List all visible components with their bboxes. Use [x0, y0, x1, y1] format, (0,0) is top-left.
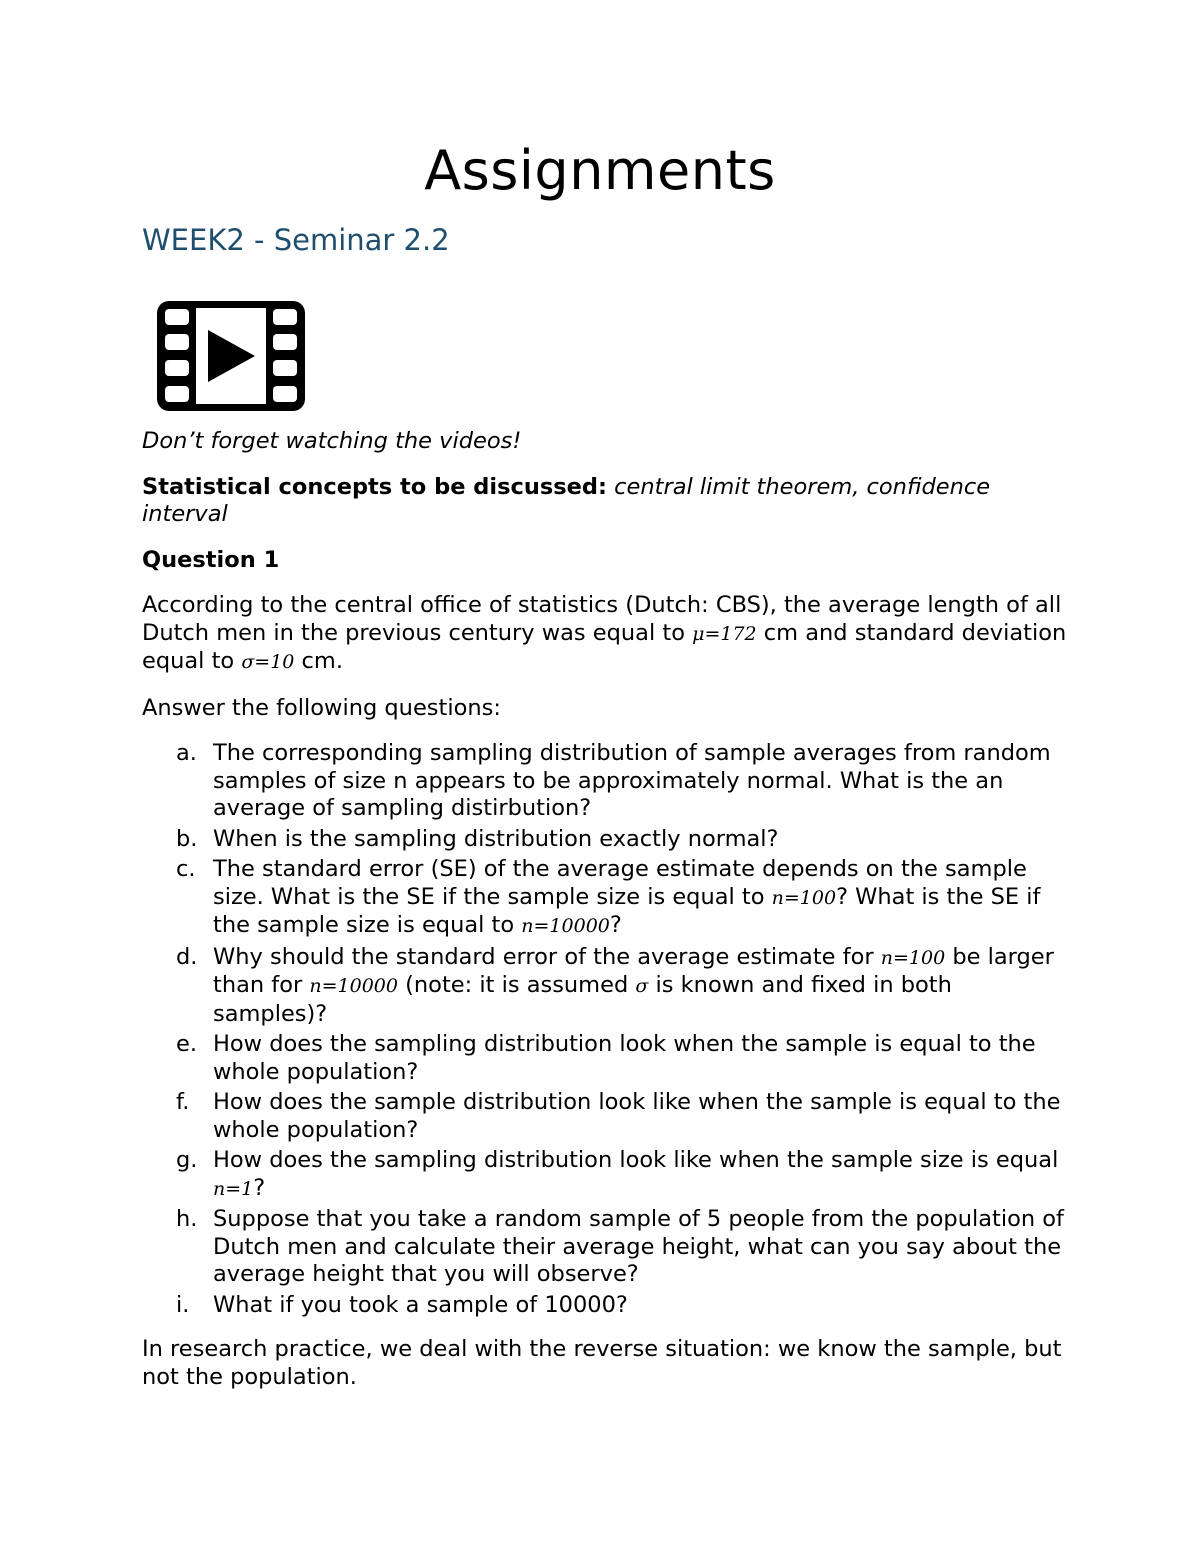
intro-text-3: cm.: [294, 648, 343, 674]
video-reminder: Don’t forget watching the videos!: [142, 428, 522, 454]
answer-prompt: Answer the following questions:: [142, 694, 501, 721]
item-text: Why should the standard error of the average estimate for n=100 be larger than for n=10000 (note: it is assumed σ is known and fixed in both samples)?: [213, 943, 1054, 1027]
section-subtitle: WEEK2 - Seminar 2.2: [142, 223, 450, 257]
list-marker: h.: [176, 1206, 198, 1232]
list-marker: f.: [176, 1089, 190, 1115]
concepts-label: Statistical concepts to be discussed:: [142, 473, 607, 500]
question-intro: [142, 592, 1072, 677]
item-text: When is the sampling distribution exactly normal?: [213, 825, 779, 852]
list-marker: b.: [176, 825, 198, 852]
list-marker: i.: [176, 1291, 190, 1318]
n-formula: n=10000: [309, 975, 398, 997]
closing-paragraph: In research practice, we deal with the reverse situation: we know the sample, but not the population.: [142, 1336, 1062, 1390]
list-marker: d.: [176, 943, 198, 970]
concepts-paragraph: [142, 474, 1072, 529]
list-item-e: [142, 1031, 1072, 1086]
list-item-a: [142, 740, 1072, 823]
list-marker: c.: [176, 856, 196, 882]
intro-text-2: cm and standard deviation equal to: [142, 619, 1067, 674]
list-marker: g.: [176, 1147, 198, 1173]
question-list: [142, 740, 1072, 1319]
n-formula: n=1: [213, 1177, 254, 1200]
page-title: Assignments: [424, 139, 776, 202]
list-marker: a.: [176, 740, 197, 766]
list-item-f: [142, 1089, 1072, 1144]
sigma-symbol: σ: [635, 975, 649, 997]
item-text: The corresponding sampling distribution of sample averages from random samples of size n appears to be approximately normal. What is the an average of sampling distirbution?: [213, 740, 1051, 821]
film-play-icon: [156, 300, 306, 412]
mu-formula: μ=172: [692, 622, 757, 645]
question-heading: Question 1: [142, 546, 280, 573]
list-item-i: [142, 1292, 1072, 1320]
intro-text-1: According to the central office of statistics (Dutch: CBS), the average length of all Dutch men in the previous century was equal to: [142, 592, 1062, 646]
list-item-d: [142, 944, 1072, 1029]
n-formula: n=100: [880, 946, 946, 969]
list-item-c: [142, 856, 1072, 941]
list-item-b: [142, 826, 1072, 854]
concepts-value: central limit theorem, confidence interval: [142, 473, 991, 527]
list-marker: e.: [176, 1031, 197, 1057]
item-text: The standard error (SE) of the average estimate depends on the sample size. What is the SE if the sample size is equal to n=100? What is the SE if the sample size is equal to n=10000?: [213, 856, 1041, 938]
document-body: [142, 428, 1072, 1409]
n-formula: n=10000: [521, 915, 610, 937]
item-text: What if you took a sample of 10000?: [213, 1291, 628, 1318]
n-formula: n=100: [771, 886, 837, 909]
item-text: Suppose that you take a random sample of 5 people from the population of Dutch men and calculate their average height, what can you say about the average height that you will observe?: [213, 1206, 1064, 1287]
item-text: How does the sampling distribution look when the sample is equal to the whole population?: [213, 1031, 1036, 1085]
sigma-formula: σ=10: [241, 651, 295, 673]
list-item-g: [142, 1147, 1072, 1203]
item-text: How does the sample distribution look like when the sample is equal to the whole population?: [213, 1089, 1061, 1143]
list-item-h: [142, 1206, 1072, 1289]
item-text: How does the sampling distribution look like when the sample size is equal n=1?: [213, 1147, 1059, 1201]
